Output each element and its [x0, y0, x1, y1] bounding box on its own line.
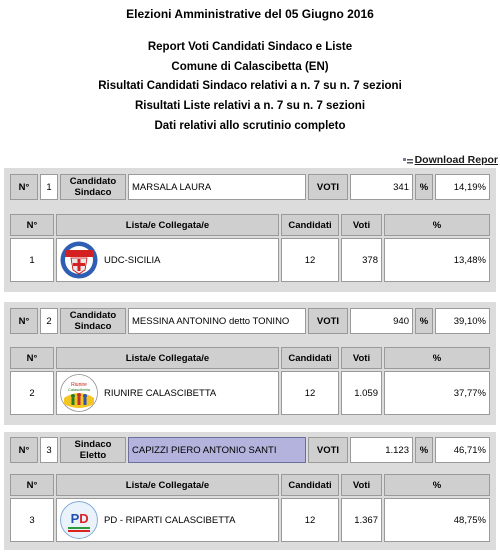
candidate-role-label: Candidato Sindaco: [60, 308, 126, 334]
list-table-1: [8, 212, 492, 284]
col-voti-header: Voti: [341, 474, 382, 496]
col-voti-header: Voti: [341, 214, 382, 236]
voti-label: VOTI: [308, 437, 348, 463]
list-name: UDC-SICILIA: [104, 254, 161, 266]
col-pct-header: %: [384, 474, 490, 496]
candidate-votes: 341: [350, 174, 413, 200]
download-report-link[interactable]: [403, 154, 498, 166]
candidate-number: 2: [40, 308, 58, 334]
list-table-3: [8, 472, 492, 544]
comune-line: Comune di Calascibetta (EN): [171, 61, 329, 73]
list-cell: [56, 238, 279, 282]
svg-text:D: D: [79, 511, 89, 526]
pct-label: %: [415, 437, 433, 463]
candidate-pct: 14,19%: [435, 174, 490, 200]
list-name: RIUNIRE CALASCIBETTA: [104, 387, 217, 399]
candidate-name: MESSINA ANTONINO detto TONINO: [128, 308, 306, 334]
col-voti-header: Voti: [341, 347, 382, 369]
list-voti: 378: [341, 238, 382, 282]
candidate-block-3: [4, 432, 496, 550]
list-voti: 1.367: [341, 498, 382, 542]
candidate-block-1: [4, 168, 496, 292]
scrutinio-line: Dati relativi allo scrutinio completo: [154, 120, 346, 132]
candidate-number: 1: [40, 174, 58, 200]
list-number: 1: [10, 238, 54, 282]
list-pct: 13,48%: [384, 238, 490, 282]
list-name: PD - RIPARTI CALASCIBETTA: [104, 514, 236, 526]
col-n-header: N°: [10, 347, 54, 369]
page-title: Elezioni Amministrative del 05 Giugno 2016: [126, 7, 374, 21]
candidate-pct: 46,71%: [435, 437, 490, 463]
candidate-votes: 940: [350, 308, 413, 334]
candidate-number: 3: [40, 437, 58, 463]
n-label: N°: [10, 437, 38, 463]
col-lista-header: Lista/e Collegata/e: [56, 347, 279, 369]
list-candidati: 12: [281, 238, 339, 282]
candidate-pct: 39,10%: [435, 308, 490, 334]
list-pct: 37,77%: [384, 371, 490, 415]
candidate-role-label: Sindaco Eletto: [60, 437, 126, 463]
voti-label: VOTI: [308, 174, 348, 200]
download-report-label: Download Repor: [414, 154, 498, 166]
col-lista-header: Lista/e Collegata/e: [56, 474, 279, 496]
col-candidati-header: Candidati: [281, 214, 339, 236]
col-candidati-header: Candidati: [281, 347, 339, 369]
n-label: N°: [10, 174, 38, 200]
list-pct: 48,75%: [384, 498, 490, 542]
candidate-name: CAPIZZI PIERO ANTONIO SANTI: [128, 437, 306, 463]
list-candidati: 12: [281, 371, 339, 415]
riunire-calascibetta-logo: [60, 374, 98, 412]
svg-text:Calascibetta: Calascibetta: [67, 387, 91, 392]
col-n-header: N°: [10, 214, 54, 236]
list-candidati: 12: [281, 498, 339, 542]
candidate-votes: 1.123: [350, 437, 413, 463]
candidate-block-2: [4, 302, 496, 425]
pct-label: %: [415, 174, 433, 200]
svg-text:Riunire: Riunire: [71, 382, 87, 388]
candidate-row-2: [8, 306, 492, 336]
table-row: [10, 371, 490, 415]
pct-label: %: [415, 308, 433, 334]
list-number: 3: [10, 498, 54, 542]
svg-text:P: P: [70, 511, 80, 526]
col-lista-header: Lista/e Collegata/e: [56, 214, 279, 236]
col-pct-header: %: [384, 214, 490, 236]
candidate-role-label: Candidato Sindaco: [60, 174, 126, 200]
col-pct-header: %: [384, 347, 490, 369]
list-number: 2: [10, 371, 54, 415]
download-icon: [403, 156, 413, 165]
col-candidati-header: Candidati: [281, 474, 339, 496]
col-n-header: N°: [10, 474, 54, 496]
pd-riparti-logo: [60, 501, 98, 539]
voti-label: VOTI: [308, 308, 348, 334]
list-table-2: [8, 345, 492, 417]
table-row: [10, 498, 490, 542]
udc-sicilia-logo: [60, 241, 98, 279]
risultati-sindaco-line: Risultati Candidati Sindaco relativi a n. 7 su n. 7 sezioni: [98, 80, 402, 92]
list-cell: [56, 371, 279, 415]
candidate-row-1: [8, 172, 492, 202]
candidate-row-3: [8, 435, 492, 465]
list-voti: 1.059: [341, 371, 382, 415]
n-label: N°: [10, 308, 38, 334]
report-title: Report Voti Candidati Sindaco e Liste: [147, 41, 353, 53]
list-cell: [56, 498, 279, 542]
risultati-liste-line: Risultati Liste relativi a n. 7 su n. 7 sezioni: [134, 100, 366, 112]
table-row: [10, 238, 490, 282]
candidate-name: MARSALA LAURA: [128, 174, 306, 200]
